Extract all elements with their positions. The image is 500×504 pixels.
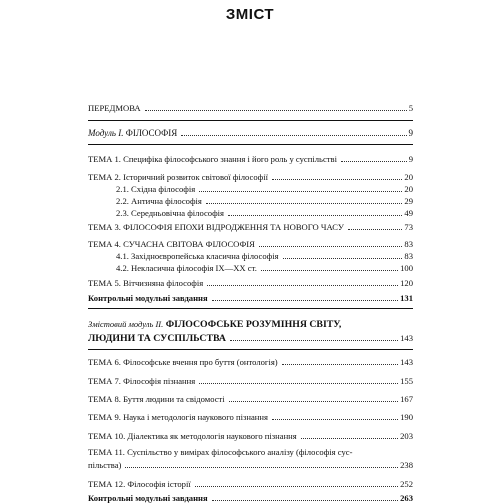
toc-entry-page: 143 bbox=[400, 333, 413, 343]
toc-entry-page: 9 bbox=[408, 154, 413, 164]
leader-dots bbox=[348, 229, 402, 230]
toc-entry-subtopic[interactable] bbox=[88, 251, 413, 262]
toc-entry-control-tasks[interactable] bbox=[88, 493, 413, 504]
leader-dots bbox=[283, 258, 403, 259]
toc-entry-topic-11[interactable] bbox=[88, 460, 413, 471]
leader-dots bbox=[145, 110, 407, 111]
toc-entry-label: 4.1. Західноєвропейська класична філософія bbox=[116, 251, 279, 261]
toc-entry-page: 203 bbox=[400, 431, 413, 441]
separator-line bbox=[88, 308, 413, 309]
toc-entry-label: ТЕМА 12. Філософія історії bbox=[88, 479, 191, 489]
leader-dots bbox=[212, 300, 398, 301]
separator-line bbox=[88, 349, 413, 350]
toc-entry-module-1[interactable] bbox=[88, 128, 413, 139]
toc-entry-topic-3[interactable] bbox=[88, 222, 413, 233]
toc-entry-page: 190 bbox=[400, 412, 413, 422]
leader-dots bbox=[282, 364, 398, 365]
toc-entry-page: 263 bbox=[400, 493, 413, 503]
toc-entry-subtopic[interactable] bbox=[88, 263, 413, 274]
toc-entry-label: Контрольні модульні завдання bbox=[88, 293, 208, 303]
page-title: ЗМІСТ bbox=[225, 6, 275, 23]
toc-entry-label: ТЕМА 5. Вітчизняна філософія bbox=[88, 278, 204, 288]
toc-entry-label: ТЕМА 6. Філософське вчення про буття (онтологія) bbox=[88, 357, 278, 367]
leader-dots bbox=[228, 215, 402, 216]
toc-entry-page: 238 bbox=[400, 460, 413, 470]
module-title: ФІЛОСОФІЯ bbox=[125, 128, 178, 138]
leader-dots bbox=[230, 340, 398, 341]
toc-entry-page: 143 bbox=[400, 357, 413, 367]
leader-dots bbox=[181, 135, 406, 136]
toc-entry-page: 83 bbox=[404, 251, 413, 261]
toc-entry-label: ТЕМА 11. Суспільство у вимірах філософського аналізу (філософія сус- bbox=[88, 447, 353, 457]
leader-dots bbox=[199, 191, 402, 192]
toc-entry-label: ТЕМА 2. Історичний розвиток світової філософії bbox=[88, 172, 269, 182]
toc-entry-topic-9[interactable] bbox=[88, 412, 413, 423]
toc-entry-topic-4[interactable] bbox=[88, 239, 413, 250]
toc-entry-control-tasks[interactable] bbox=[88, 293, 413, 304]
module-prefix: Змістовий модуль ІІ. bbox=[88, 319, 164, 329]
leader-dots bbox=[341, 161, 407, 162]
toc-entry-label: 2.1. Східна філософія bbox=[116, 184, 196, 194]
toc-entry-page: 29 bbox=[404, 196, 413, 206]
module-prefix: Модуль І. bbox=[88, 128, 124, 138]
toc-entry-label: ТЕМА 4. СУЧАСНА СВІТОВА ФІЛОСОФІЯ bbox=[88, 239, 255, 249]
toc-entry-topic-5[interactable] bbox=[88, 278, 413, 289]
toc-entry-topic-8[interactable] bbox=[88, 394, 413, 405]
toc-entry-page: 83 bbox=[404, 239, 413, 249]
module-title-line2: ЛЮДИНИ ТА СУСПІЛЬСТВА bbox=[88, 333, 226, 344]
separator-line bbox=[88, 120, 413, 121]
toc-entry-page: 20 bbox=[404, 184, 413, 194]
toc-entry-topic-6[interactable] bbox=[88, 357, 413, 368]
toc-entry-subtopic[interactable] bbox=[88, 196, 413, 207]
toc-entry-subtopic[interactable] bbox=[88, 208, 413, 219]
separator-line bbox=[88, 144, 413, 145]
toc-entry-topic-2[interactable] bbox=[88, 172, 413, 183]
toc-entry-label: 2.3. Середньовічна філософія bbox=[116, 208, 224, 218]
toc-entry-subtopic[interactable] bbox=[88, 184, 413, 195]
leader-dots bbox=[199, 383, 398, 384]
toc-entry-label: ПЕРЕДМОВА bbox=[88, 103, 141, 113]
toc-entry-topic-11-line1[interactable] bbox=[88, 446, 413, 458]
toc-entry-label: ТЕМА 9. Наука і методологія наукового пізнання bbox=[88, 412, 268, 422]
toc-entry-topic-12[interactable] bbox=[88, 479, 413, 490]
leader-dots bbox=[212, 500, 398, 501]
leader-dots bbox=[261, 270, 398, 271]
leader-dots bbox=[207, 285, 398, 286]
leader-dots bbox=[206, 203, 403, 204]
toc-entry-label: ТЕМА 10. Діалектика як методологія наукового пізнання bbox=[88, 431, 297, 441]
leader-dots bbox=[229, 401, 398, 402]
toc-entry-topic-7[interactable] bbox=[88, 376, 413, 387]
toc-entry-page: 73 bbox=[404, 222, 413, 232]
leader-dots bbox=[272, 419, 398, 420]
toc-entry-label bbox=[88, 128, 179, 139]
leader-dots bbox=[301, 438, 398, 439]
toc-entry-page: 9 bbox=[408, 128, 413, 138]
toc-entry-page: 120 bbox=[400, 278, 413, 288]
toc-entry-topic-1[interactable] bbox=[88, 154, 413, 165]
module-title-line1: ФІЛОСОФСЬКЕ РОЗУМІННЯ СВІТУ, bbox=[165, 319, 342, 330]
toc-entry-page: 252 bbox=[400, 479, 413, 489]
toc-entry-page: 131 bbox=[400, 293, 413, 303]
toc-entry-label: ТЕМА 3. ФІЛОСОФІЯ ЕПОХИ ВІДРОДЖЕННЯ ТА НОВОГО ЧАСУ bbox=[88, 222, 344, 232]
leader-dots bbox=[259, 246, 403, 247]
toc-entry-module-2-title[interactable] bbox=[88, 317, 413, 332]
toc-entry-label: 4.2. Некласична філософія ІХ—ХХ ст. bbox=[116, 263, 257, 273]
toc-entry-label: ТЕМА 1. Специфіка філософського знання і його роль у суспільстві bbox=[88, 154, 337, 164]
leader-dots bbox=[125, 467, 398, 468]
toc-entry-label: Контрольні модульні завдання bbox=[88, 493, 208, 503]
toc-entry-page: 5 bbox=[408, 103, 413, 113]
toc-entry-page: 100 bbox=[400, 263, 413, 273]
toc-entry-label: ТЕМА 8. Буття людини та свідомості bbox=[88, 394, 225, 404]
toc-entry-preface[interactable] bbox=[88, 103, 413, 114]
toc-entry-page: 167 bbox=[400, 394, 413, 404]
toc-entry-topic-10[interactable] bbox=[88, 431, 413, 442]
leader-dots bbox=[195, 486, 398, 487]
toc-entry-label: 2.2. Антична філософія bbox=[116, 196, 202, 206]
toc-entry-page: 20 bbox=[404, 172, 413, 182]
toc-entry-label: пільства) bbox=[88, 460, 122, 470]
toc-entry-label: ТЕМА 7. Філософія пізнання bbox=[88, 376, 196, 386]
toc-entry-page: 155 bbox=[400, 376, 413, 386]
toc-entry-module-2[interactable] bbox=[88, 333, 413, 344]
leader-dots bbox=[272, 179, 402, 180]
toc-entry-page: 49 bbox=[404, 208, 413, 218]
